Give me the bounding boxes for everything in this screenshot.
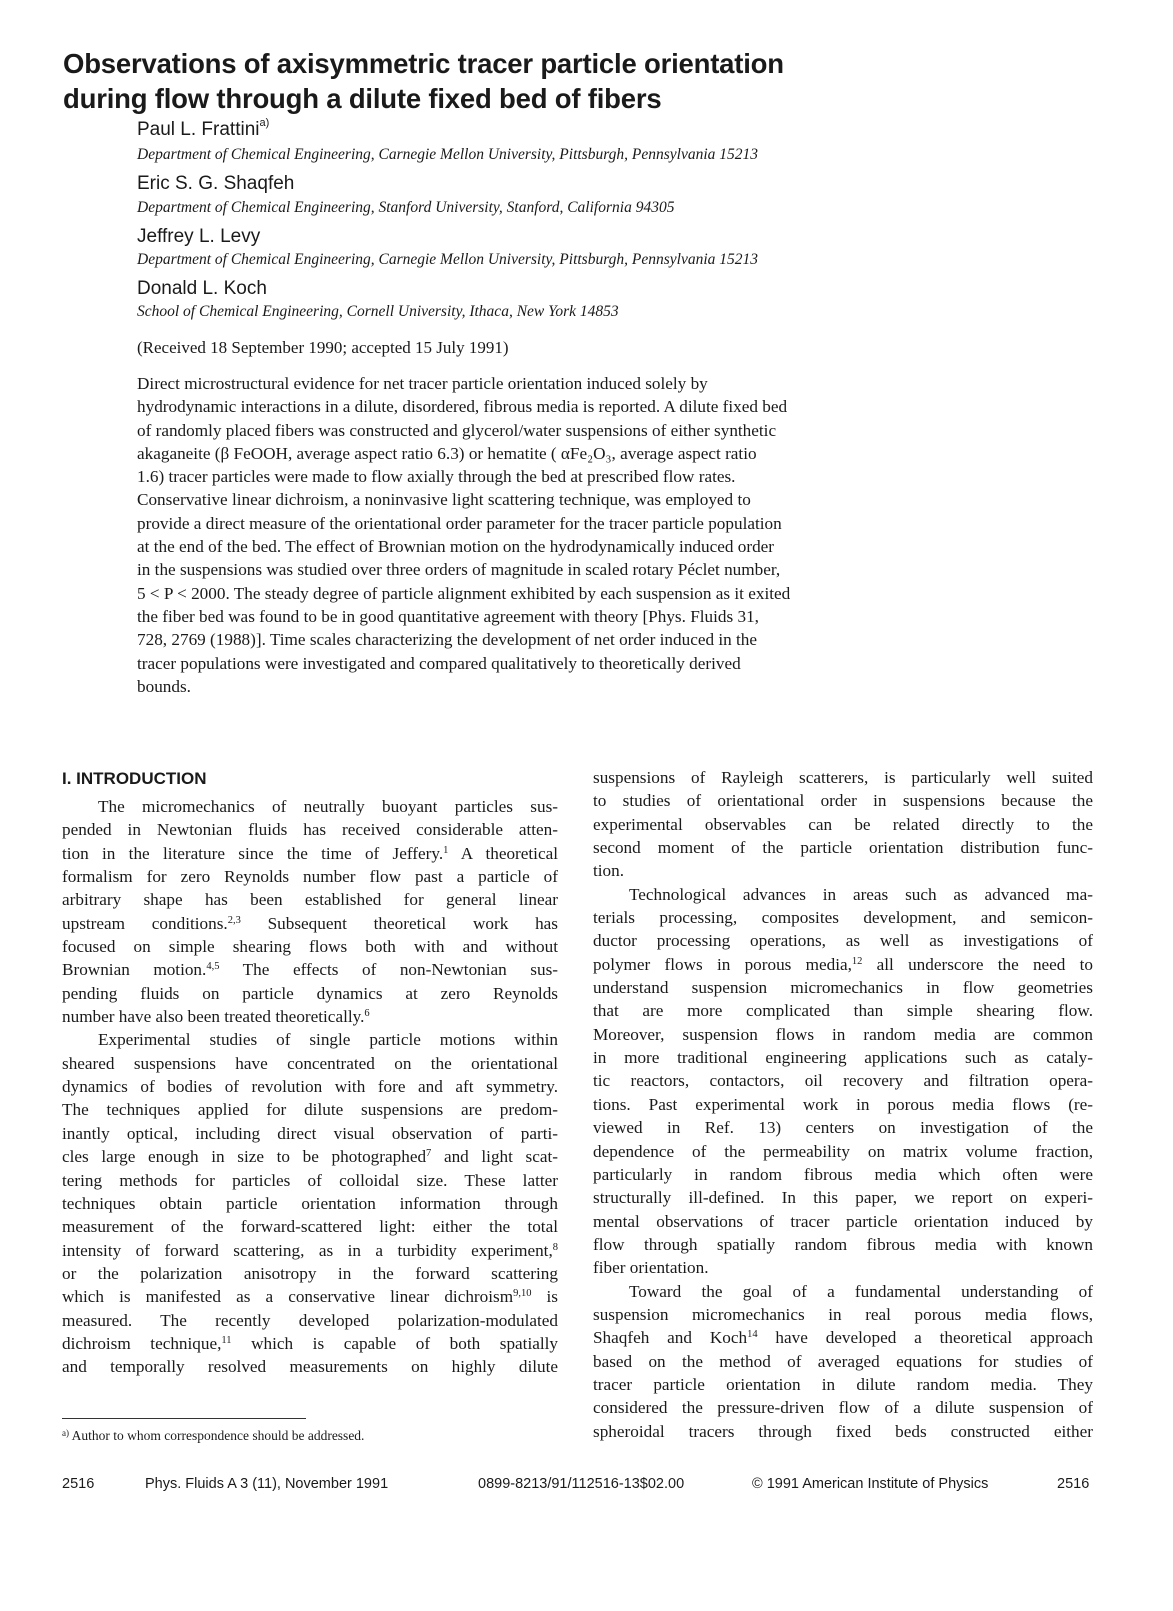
text-line: tions. Past experimental work in porous media flows (re- <box>593 1094 1093 1114</box>
text-line: upstream conditions.$^{2,3}$ Subsequent theoretical work has <box>62 913 558 933</box>
footnote: $^{a)}$ Author to whom correspondence should be addressed. <box>62 1428 365 1443</box>
abstract-line: Conservative linear dichroism, a noninvasive light scattering technique, was employed to <box>137 490 751 510</box>
reference-marker: 8 <box>552 1241 558 1253</box>
text-line: measured. The recently developed polarization-modulated <box>62 1310 558 1330</box>
text-line: pended in Newtonian fluids has received considerable atten- <box>62 820 558 840</box>
text-line: Moreover, suspension flows in random media are common <box>593 1024 1093 1044</box>
text-line: tering methods for particles of colloidal size. These latter <box>62 1170 558 1190</box>
abstract-line: Direct microstructural evidence for net tracer particle orientation induced solely by <box>137 374 708 393</box>
author-affiliation: School of Chemical Engineering, Cornell University, Ithaca, New York 14853 <box>137 303 619 320</box>
text-line: Technological advances in areas such as advanced ma- <box>629 884 1093 904</box>
text-line: measurement of the forward-scattered light: either the total <box>62 1217 558 1237</box>
text-line: The techniques applied for dilute suspensions are predom- <box>62 1100 558 1120</box>
text-line: sheared suspensions have concentrated on the orientational <box>62 1053 558 1073</box>
text-line: based on the method of averaged equations for studies of <box>593 1351 1093 1371</box>
author-affiliation: Department of Chemical Engineering, Carnegie Mellon University, Pittsburgh, Pennsylvania 15213 <box>137 146 759 163</box>
author-name: Eric S. G. Shaqfeh <box>137 173 295 194</box>
text-line: considered the pressure-driven flow of a dilute suspension of <box>593 1398 1093 1418</box>
text-line: in more traditional engineering applications such as cataly- <box>593 1048 1093 1068</box>
text-line: Brownian motion.$^{4,5}$ The effects of non-Newtonian sus- <box>62 960 558 980</box>
text-line: understand suspension micromechanics in flow geometries <box>593 978 1093 998</box>
abstract-line: in the suspensions was studied over three orders of magnitude in scaled rotary Péclet number, <box>137 560 781 580</box>
text-line: mental observations of tracer particle orientation induced by <box>593 1211 1093 1231</box>
received-dates: (Received 18 September 1990; accepted 15 July 1991) <box>137 338 509 357</box>
abstract <box>137 372 937 698</box>
text-line: Experimental studies of single particle motions within <box>98 1030 558 1050</box>
text-line: suspension micromechanics in real porous media flows, <box>593 1304 1093 1324</box>
text-line: second moment of the particle orientation distribution func- <box>593 838 1093 858</box>
author-name: Donald L. Koch <box>137 278 267 299</box>
footnote-rule <box>62 1418 306 1419</box>
copyright-notice: © 1991 American Institute of Physics <box>752 1476 989 1492</box>
text-line: tion. <box>593 861 625 881</box>
reference-marker: 4,5 <box>206 961 220 973</box>
text-line: dynamics of bodies of revolution with fore and aft symmetry. <box>62 1077 558 1097</box>
author-name: Paul L. Frattini$^{a)}$ <box>137 117 270 140</box>
text-line: techniques obtain particle orientation information through <box>62 1193 558 1213</box>
paper-title <box>63 46 903 116</box>
abstract-line: 728, 2769 (1988)]. Time scales characterizing the development of net order induced in the <box>137 630 757 650</box>
page-number-left: 2516 <box>62 1476 95 1492</box>
reference-marker: 14 <box>747 1329 758 1341</box>
text-line: cles large enough in size to be photographed$^7$ and light scat- <box>62 1147 558 1167</box>
title-line-1: Observations of axisymmetric tracer particle orientation <box>63 48 784 79</box>
text-line: which is manifested as a conservative linear dichroism$^{9,10}$ is <box>62 1287 558 1307</box>
text-line: Toward the goal of a fundamental understanding of <box>629 1281 1093 1301</box>
abstract-line: the fiber bed was found to be in good quantitative agreement with theory [Phys. Fluids 31, <box>137 606 759 626</box>
reference-marker: 9,10 <box>513 1288 532 1300</box>
text-line: number have also been treated theoretically.$^6$ <box>62 1007 370 1027</box>
section-heading: I. INTRODUCTION <box>62 769 207 788</box>
text-line: fiber orientation. <box>593 1258 709 1278</box>
abstract-line: 5 < P < 2000. The steady degree of particle alignment exhibited by each suspension as it exited <box>137 583 791 603</box>
text-line: spheroidal tracers through fixed beds constructed either <box>593 1421 1093 1441</box>
text-line: dependence of the permeability on matrix volume fraction, <box>593 1141 1093 1161</box>
text-line: tion in the literature since the time of Jeffery.$^1$ A theoretical <box>62 843 558 863</box>
text-line: dichroism technique,$^{11}$ which is capable of both spatially <box>62 1333 558 1353</box>
text-line: that are more complicated than simple shearing flow. <box>593 1001 1093 1021</box>
abstract-line: provide a direct measure of the orientational order parameter for the tracer particle population <box>137 513 782 533</box>
text-line: ductor processing operations, as well as investigations of <box>593 931 1093 951</box>
text-line: Shaqfeh and Koch$^{14}$ have developed a theoretical approach <box>593 1328 1093 1348</box>
abstract-line: tracer populations were investigated and compared qualitatively to theoretically derived <box>137 653 741 673</box>
text-line: focused on simple shearing flows both with and without <box>62 937 558 957</box>
title-line-2: during flow through a dilute fixed bed of fibers <box>63 83 662 114</box>
text-line: tic reactors, contactors, oil recovery and filtration opera- <box>593 1071 1093 1091</box>
text-line: formalism for zero Reynolds number flow past a particle of <box>62 867 558 887</box>
author-name: Jeffrey L. Levy <box>137 226 261 247</box>
abstract-line: of randomly placed fibers was constructed and glycerol/water suspensions of either synthetic <box>137 420 777 440</box>
text-line: structurally ill-defined. In this paper, we report on experi- <box>593 1188 1093 1208</box>
reference-marker: 11 <box>221 1334 232 1346</box>
text-line: polymer flows in porous media,$^{12}$ all underscore the need to <box>593 954 1094 974</box>
text-line: flow through spatially random fibrous media with known <box>593 1234 1093 1254</box>
text-line: or the polarization anisotropy in the forward scattering <box>62 1263 558 1283</box>
author-affiliation: Department of Chemical Engineering, Stanford University, Stanford, California 94305 <box>137 199 675 216</box>
text-line: pending fluids on particle dynamics at zero Reynolds <box>62 983 558 1003</box>
right-column <box>593 766 1093 1443</box>
reference-marker: 7 <box>426 1148 432 1160</box>
reference-marker: 2,3 <box>227 914 241 926</box>
text-line: particularly in random fibrous media which often were <box>593 1164 1093 1184</box>
text-line: intensity of forward scattering, as in a turbidity experiment,$^8$ <box>62 1240 558 1260</box>
abstract-line: bounds. <box>137 676 191 696</box>
text-line: and temporally resolved measurements on highly dilute <box>62 1357 558 1377</box>
text-line: to studies of orientational order in suspensions because the <box>593 791 1093 811</box>
reference-marker: 6 <box>364 1008 370 1020</box>
text-line: viewed in Ref. 13) centers on investigation of the <box>593 1118 1093 1138</box>
text-line: inantly optical, including direct visual observation of parti- <box>62 1123 558 1143</box>
article-code: 0899-8213/91/112516-13$02.00 <box>478 1476 685 1492</box>
left-column <box>62 768 558 1379</box>
page-number-right: 2516 <box>1057 1476 1090 1492</box>
text-line: terials processing, composites development, and semicon- <box>593 908 1093 928</box>
text-line: The micromechanics of neutrally buoyant particles sus- <box>98 797 558 816</box>
text-line: tracer particle orientation in dilute random media. They <box>593 1374 1093 1394</box>
abstract-line: at the end of the bed. The effect of Brownian motion on the hydrodynamically induced order <box>137 537 775 557</box>
reference-marker: 12 <box>851 955 863 967</box>
abstract-line: hydrodynamic interactions in a dilute, disordered, fibrous media is reported. A dilute fixed bed <box>137 397 788 417</box>
reference-marker: 1 <box>443 844 449 856</box>
abstract-line: 1.6) tracer particles were made to flow axially through the bed at prescribed flow rates. <box>137 467 736 487</box>
text-line: experimental observables can be related directly to the <box>593 814 1093 834</box>
abstract-line: akaganeite (β FeOOH, average aspect ratio 6.3) or hematite ( αFe₂O₃, average aspect ratio <box>137 443 757 463</box>
author-affiliation: Department of Chemical Engineering, Carnegie Mellon University, Pittsburgh, Pennsylvania 15213 <box>137 251 759 268</box>
text-line: suspensions of Rayleigh scatterers, is particularly well suited <box>593 768 1093 787</box>
journal-citation: Phys. Fluids A 3 (11), November 1991 <box>145 1476 389 1492</box>
text-line: arbitrary shape has been established for general linear <box>62 890 558 910</box>
